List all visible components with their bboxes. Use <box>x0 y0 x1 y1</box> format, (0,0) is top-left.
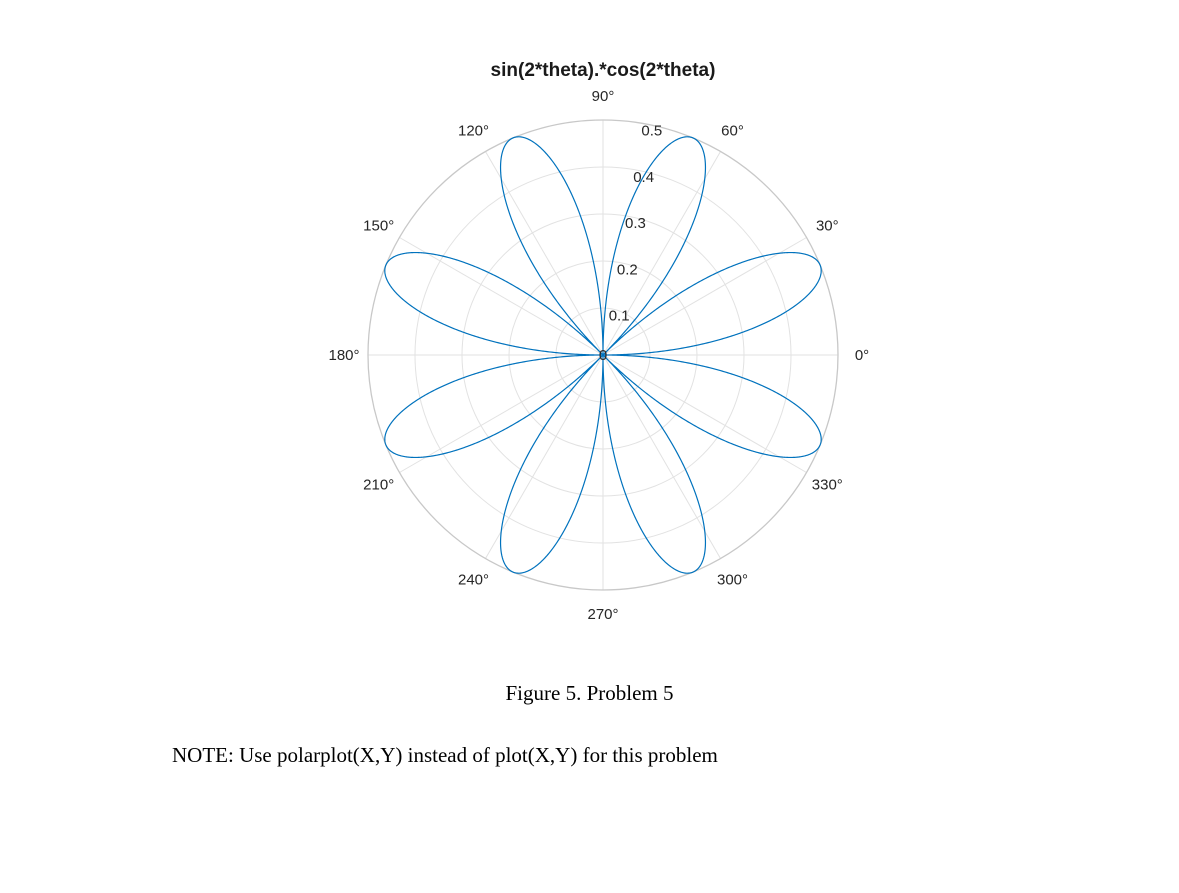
note-text: NOTE: Use polarplot(X,Y) instead of plot(X,Y) for this problem <box>172 743 718 767</box>
theta-gridline <box>486 151 604 355</box>
r-tick-label: 0.4 <box>633 168 655 186</box>
theta-gridline <box>603 355 721 559</box>
theta-gridline <box>603 355 807 473</box>
theta-tick-label: 90° <box>591 88 615 105</box>
theta-gridline <box>399 238 603 356</box>
theta-tick-label: 120° <box>457 122 490 140</box>
theta-tick-label: 330° <box>811 476 843 494</box>
r-tick-label: 0.5 <box>641 122 663 140</box>
theta-tick-label: 30° <box>815 217 839 235</box>
theta-gridline <box>486 355 604 559</box>
radial-tick-labels <box>599 123 662 364</box>
theta-tick-label: 60° <box>721 122 744 140</box>
theta-tick-label: 300° <box>716 571 749 589</box>
theta-tick-label: 180° <box>328 347 360 364</box>
chart-title: sin(2*theta).*cos(2*theta) <box>490 60 716 81</box>
theta-tick-label: 210° <box>363 476 395 494</box>
r-tick-label: 0.1 <box>608 307 630 325</box>
theta-tick-label: 270° <box>587 606 619 623</box>
theta-gridline <box>603 238 807 356</box>
theta-tick-label: 150° <box>363 217 395 235</box>
theta-tick-label: 0° <box>854 347 870 364</box>
theta-tick-label: 240° <box>457 571 490 589</box>
r-tick-label: 0 <box>598 347 608 364</box>
figure-caption: Figure 5. Problem 5 <box>505 681 674 705</box>
r-tick-label: 0.3 <box>625 215 646 233</box>
r-tick-label: 0.2 <box>616 261 638 279</box>
theta-gridline <box>399 355 603 473</box>
